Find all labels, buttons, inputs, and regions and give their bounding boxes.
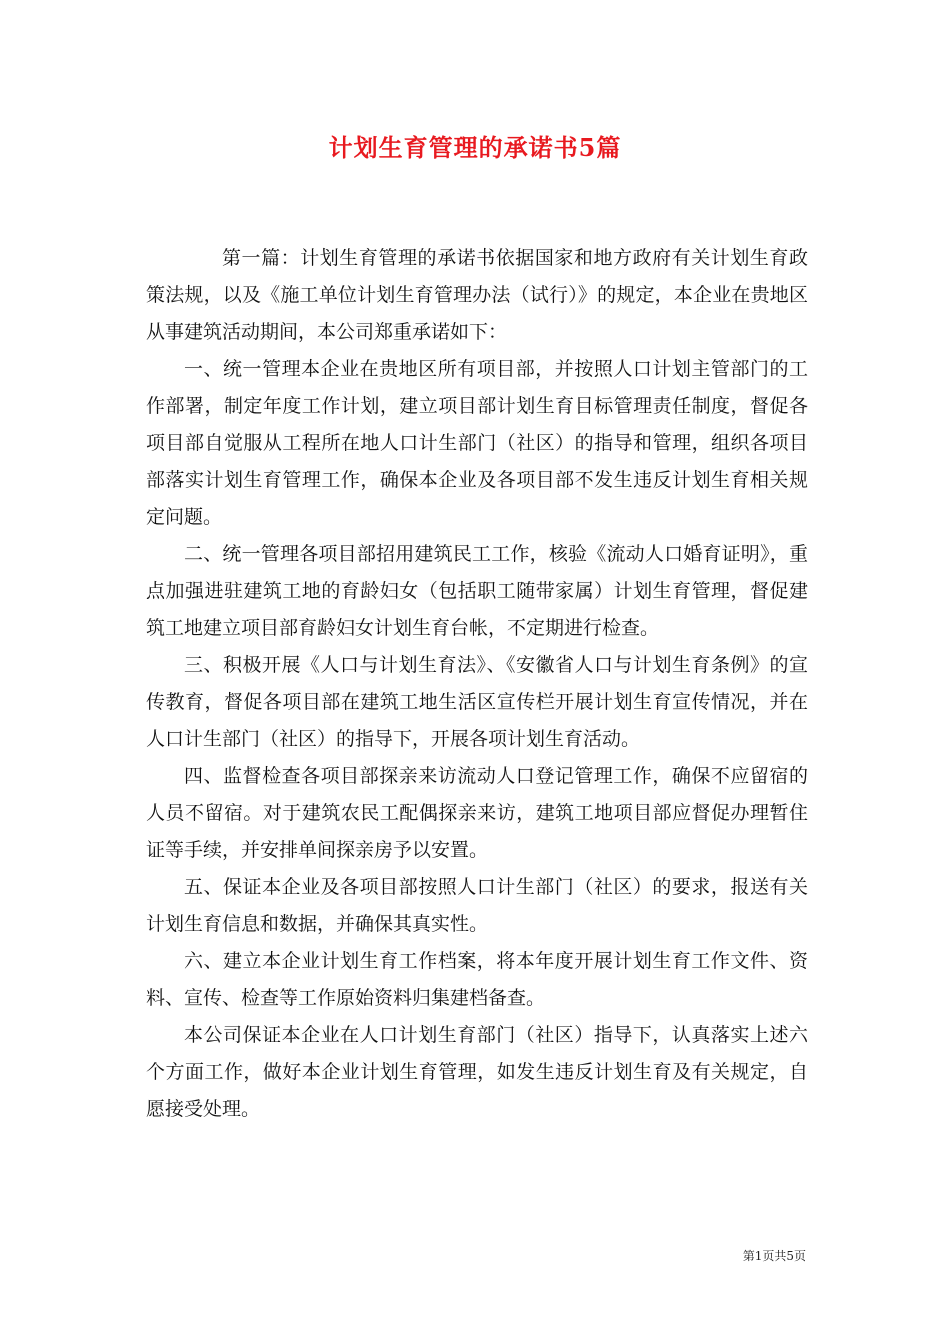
paragraph-intro: 第一篇：计划生育管理的承诺书依据国家和地方政府有关计划生育政策法规，以及《施工单位计划生育管理办法（试行）》的规定，本企业在贵地区从事建筑活动期间，本公司郑重承诺如下： <box>146 247 808 343</box>
page-number: 第1页共5页 <box>742 1249 806 1263</box>
paragraph-item-2: 二、统一管理各项目部招用建筑民工工作，核验《流动人口婚育证明》，重点加强进驻建筑工地的育龄妇女（包括职工随带家属）计划生育管理，督促建筑工地建立项目部育龄妇女计划生育台帐，不定期进行检查。 <box>146 543 808 639</box>
paragraph-item-5: 五、保证本企业及各项目部按照人口计生部门（社区）的要求，报送有关计划生育信息和数据，并确保其真实性。 <box>146 876 808 935</box>
paragraph-item-3: 三、积极开展《人口与计划生育法》、《安徽省人口与计划生育条例》的宣传教育，督促各项目部在建筑工地生活区宣传栏开展计划生育宣传情况，并在人口计生部门（社区）的指导下，开展各项计划生育活动。 <box>146 654 808 750</box>
paragraph-item-1: 一、统一管理本企业在贵地区所有项目部，并按照人口计划主管部门的工作部署，制定年度工作计划，建立项目部计划生育目标管理责任制度，督促各项目部自觉服从工程所在地人口计生部门（社区）的指导和管理，组织各项目部落实计划生育管理工作，确保本企业及各项目部不发生违反计划生育相关规定问题。 <box>146 358 808 528</box>
paragraph-item-4: 四、监督检查各项目部探亲来访流动人口登记管理工作，确保不应留宿的人员不留宿。对于建筑农民工配偶探亲来访，建筑工地项目部应督促办理暂住证等手续，并安排单间探亲房予以安置。 <box>146 765 808 861</box>
paragraph-item-6: 六、建立本企业计划生育工作档案，将本年度开展计划生育工作文件、资料、宣传、检查等工作原始资料归集建档备查。 <box>146 950 808 1009</box>
document-body <box>146 240 808 1128</box>
paragraph-closing: 本公司保证本企业在人口计划生育部门（社区）指导下，认真落实上述六个方面工作，做好本企业计划生育管理，如发生违反计划生育及有关规定，自愿接受处理。 <box>146 1024 808 1120</box>
document-title: 计划生育管理的承诺书5篇 <box>328 133 622 162</box>
